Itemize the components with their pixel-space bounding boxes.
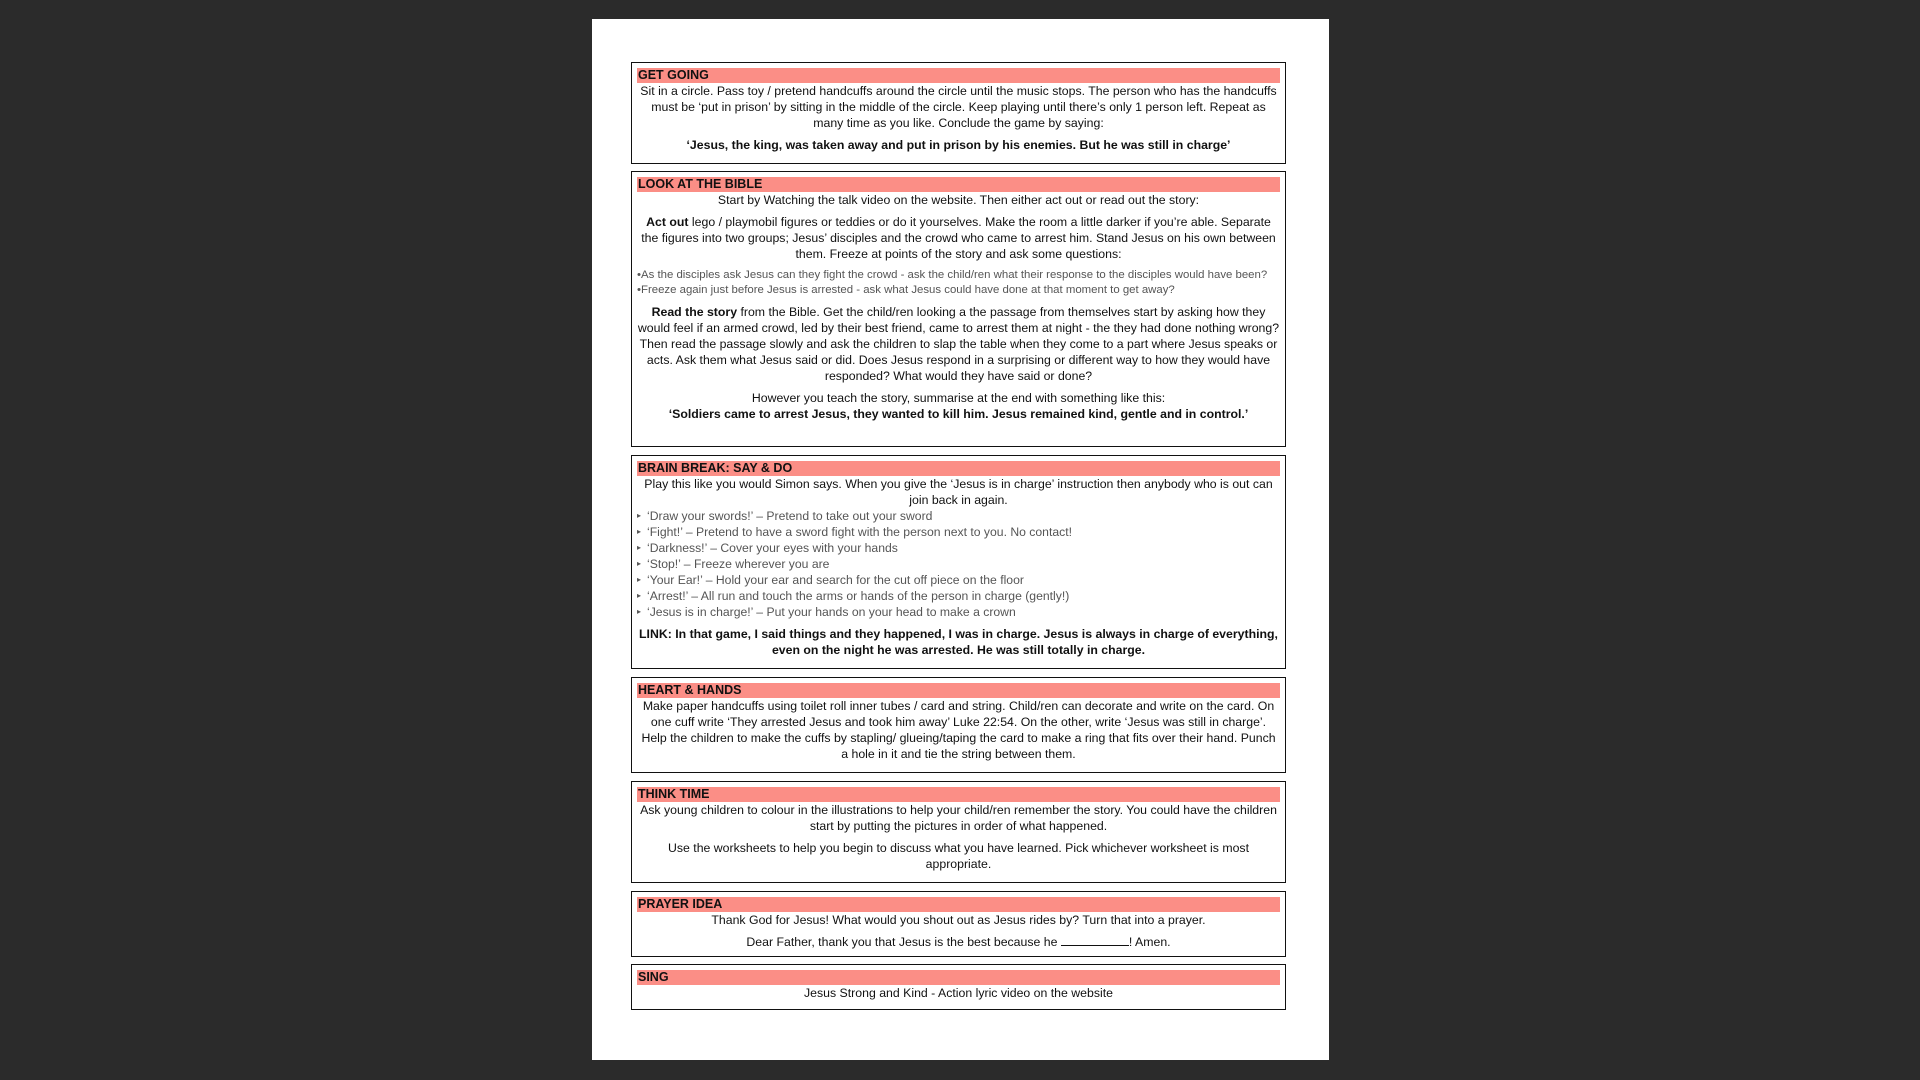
section-quote: ‘Jesus, the king, was taken away and put in prison by his enemies. But he was still in charge’ <box>686 138 1231 152</box>
list-item: ▸ ‘Your Ear!’ – Hold your ear and search for the cut off piece on the floor <box>637 572 1280 588</box>
section-heading: GET GOING <box>637 68 1280 83</box>
section-heading: LOOK AT THE BIBLE <box>637 177 1280 192</box>
section-text: Use the worksheets to help you begin to discuss what you have learned. Pick whichever worksheet is most appropriate. <box>668 841 1249 871</box>
list-item: ▸ ‘Draw your swords!’ – Pretend to take out your sword <box>637 508 1280 524</box>
summary-text: However you teach the story, summarise at the end with something like this: <box>751 391 1166 405</box>
section-prayer <box>631 891 1286 957</box>
section-heading: THINK TIME <box>637 787 1280 802</box>
act-out-paragraph <box>637 214 1280 262</box>
document-page <box>592 19 1329 1060</box>
prayer-line-end: ! Amen. <box>1128 935 1171 949</box>
read-story-paragraph <box>637 304 1280 384</box>
section-sing <box>631 964 1286 1010</box>
section-heading: SING <box>637 970 1280 985</box>
section-brain-break <box>631 455 1286 669</box>
question-note: •As the disciples ask Jesus can they fight the crowd - ask the child/ren what their response to the disciples would have been? <box>637 269 1268 281</box>
act-out-label: Act out <box>646 215 689 229</box>
section-text: Thank God for Jesus! What would you shout out as Jesus rides by? Turn that into a prayer. <box>711 913 1206 927</box>
prayer-line-start: Dear Father, thank you that Jesus is the best because he <box>746 935 1061 949</box>
section-heading: PRAYER IDEA <box>637 897 1280 912</box>
section-think-time <box>631 781 1286 883</box>
section-heading: HEART & HANDS <box>637 683 1280 698</box>
list-item: ▸ ‘Fight!’ – Pretend to have a sword fight with the person next to you. No contact! <box>637 524 1280 540</box>
read-story-text: from the Bible. Get the child/ren looking a the passage from themselves start by asking how they would feel if an armed crowd, led by their best friend, came to arrest them at night - the they had done nothing wrong? Then read the passage slowly and ask the children to slap the table when they come to a part where Jesus speaks or acts. Ask them what Jesus said or did. Does Jesus respond in a surprising or different way to how they would have responded? What would they have said or done? <box>637 305 1280 383</box>
section-text: Make paper handcuffs using toilet roll inner tubes / card and string. Child/ren can decorate and write on the card. On one cuff write ‘They arrested Jesus and took him away’ Luke 22:54. On the other, write ‘Jesus was still in charge’. Help the children to make the cuffs by stapling/ glueing/taping the card to make a ring that fits over their hand. Punch a hole in it and tie the string between them. <box>641 699 1276 761</box>
act-out-text: lego / playmobil figures or teddies or do it yourselves. Make the room a little darker if you’re able. Separate the figures into two groups; Jesus’ disciples and the crowd who came to arrest him. Stand Jesus on his own between them. Freeze at points of the story and ask some questions: <box>641 215 1276 261</box>
section-intro: Start by Watching the talk video on the website. Then either act out or read out the story: <box>717 193 1200 207</box>
link-text: LINK: In that game, I said things and they happened, I was in charge. Jesus is always in charge of everything, even on the night he was arrested. He was still totally in charge. <box>639 627 1278 657</box>
question-note: •Freeze again just before Jesus is arrested - ask what Jesus could have done at that moment to get away? <box>637 284 1175 296</box>
section-heart-hands <box>631 677 1286 773</box>
section-text: Ask young children to colour in the illustrations to help your child/ren remember the story. You could have the children start by putting the pictures in order of what happened. <box>640 803 1277 833</box>
section-text: Jesus Strong and Kind - Action lyric video on the website <box>804 986 1113 1000</box>
read-story-label: Read the story <box>651 305 738 319</box>
list-item: ▸ ‘Stop!’ – Freeze wherever you are <box>637 556 1280 572</box>
section-get-going <box>631 62 1286 164</box>
prayer-line <box>637 934 1280 950</box>
section-heading: BRAIN BREAK: SAY & DO <box>637 461 1280 476</box>
instruction-list <box>637 508 1280 620</box>
list-item: ▸ ‘Jesus is in charge!’ – Put your hands on your head to make a crown <box>637 604 1280 620</box>
list-item: ▸ ‘Darkness!’ – Cover your eyes with your hands <box>637 540 1280 556</box>
question-notes <box>637 268 1280 298</box>
section-look-at-bible <box>631 171 1286 447</box>
section-intro: Play this like you would Simon says. When you give the ‘Jesus is in charge’ instruction then anybody who is out can join back in again. <box>644 477 1273 507</box>
list-item: ▸ ‘Arrest!’ – All run and touch the arms or hands of the person in charge (gently!) <box>637 588 1280 604</box>
section-text: Sit in a circle. Pass toy / pretend handcuffs around the circle until the music stops. The person who has the handcuffs must be ‘put in prison’ by sitting in the middle of the circle. Keep playing until there’s only 1 person left. Repeat as many time as you like. Conclude the game by saying: <box>640 84 1277 130</box>
section-quote: ‘Soldiers came to arrest Jesus, they wanted to kill him. Jesus remained kind, gentle and in control.’ <box>668 407 1249 421</box>
fill-in-blank <box>1061 935 1129 946</box>
